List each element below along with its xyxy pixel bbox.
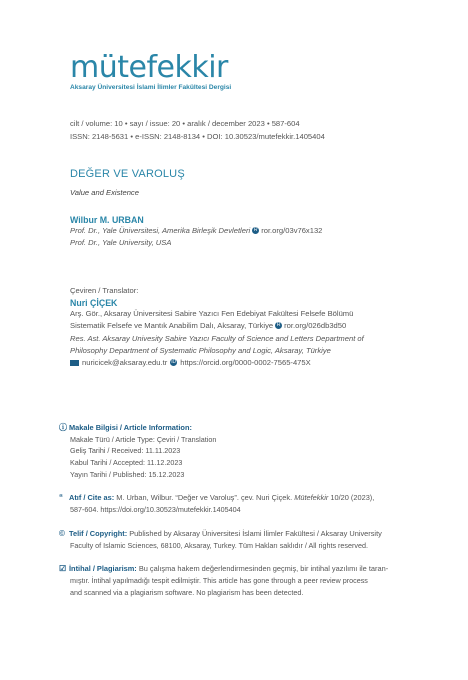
publication-meta — [70, 118, 400, 143]
journal-subtitle: Aksaray Üniversitesi İslami İlimler Fakültesi Dergisi — [70, 84, 232, 91]
document-check-icon: ☑ — [59, 564, 67, 574]
author-affiliation-tr — [70, 225, 400, 237]
citation-line-1 — [59, 492, 400, 504]
volume-line: cilt / volume: 10 • sayı / issue: 20 • aralık / december 2023 • 587-604 — [70, 119, 300, 128]
ror-icon: R — [276, 322, 281, 329]
translator-label: Çeviren / Translator: — [70, 285, 139, 295]
citation-text-b: 10/20 (2023), — [328, 493, 375, 503]
info-icon: ⓘ — [59, 422, 67, 432]
translator-affiliation-tr-1: Arş. Gör., Aksaray Üniversitesi Sabire Yazıcı Fen Edebiyat Fakültesi Felsefe Bölümü — [70, 308, 354, 318]
email-icon — [70, 360, 79, 366]
copyright-icon: © — [59, 528, 65, 538]
copyright-text-2: Faculty of Islamic Sciences, 68100, Aksaray, Turkey. Tüm Hakları saklıdır / All rights reserved. — [70, 540, 368, 550]
article-info-heading — [59, 422, 400, 434]
published-date: Yayın Tarihi / Published: 15.12.2023 — [70, 469, 185, 479]
accepted-date: Kabul Tarihi / Accepted: 11.12.2023 — [70, 458, 183, 468]
plagiarism-block — [59, 563, 400, 598]
copyright-block — [59, 528, 400, 552]
ror-icon: R — [253, 227, 258, 233]
translator-affiliation-tr-2-text: Sistematik Felsefe ve Mantık Anabilim Dalı, Aksaray, Türkiye — [70, 321, 274, 331]
citation-text-a: M. Urban, Wilbur. “Değer ve Varoluş”. çev. Nuri Çiçek. — [114, 493, 295, 503]
citation-label: Atıf / Cite as: — [69, 493, 115, 503]
author-affiliation-en: Prof. Dr., Yale University, USA — [70, 238, 172, 248]
translator-ror-link[interactable]: ror.org/026db3d50 — [284, 321, 347, 331]
translator-affiliation-tr-2 — [70, 320, 400, 332]
translator-affiliation-en-1: Res. Ast. Aksaray Univesity Sabire Yazıcı Faculty of Science and Letters Department of — [70, 333, 364, 343]
translator-contact — [70, 357, 400, 369]
received-date: Geliş Tarihi / Received: 11.11.2023 — [70, 446, 181, 456]
quote-icon: “ — [59, 493, 63, 503]
translator-email-link[interactable]: nuricicek@aksaray.edu.tr — [82, 358, 168, 368]
plagiarism-text-2: mıştır. İntihal yapılmadığı tespit edilmiştir. This article has gone through a peer review process — [70, 576, 368, 586]
author-affiliation-tr-text: Prof. Dr., Yale Üniversitesi, Amerika Birleşik Devletleri — [70, 226, 251, 235]
orcid-icon: iD — [171, 359, 177, 366]
translator-orcid-link[interactable]: https://orcid.org/0000-0002-7565-475X — [180, 358, 311, 368]
article-title: DEĞER VE VAROLUŞ — [70, 168, 185, 180]
author-ror-link[interactable]: ror.org/03v76x132 — [261, 226, 323, 235]
article-info-heading-text: Makale Bilgisi / Article Information: — [69, 422, 192, 432]
article-cover-page — [59, 50, 400, 611]
copyright-label: Telif / Copyright: — [69, 528, 128, 538]
copyright-line-1 — [59, 528, 400, 540]
copyright-text-1: Published by Aksaray Üniversitesi İslami İlimler Fakültesi / Aksaray University — [127, 528, 382, 538]
translator-name: Nuri ÇİÇEK — [70, 297, 118, 308]
plagiarism-label: İntihal / Plagiarism: — [69, 564, 137, 574]
plagiarism-line-1 — [59, 563, 400, 575]
citation-block — [59, 492, 400, 516]
journal-logo: mütefekkir — [70, 50, 228, 85]
citation-doi-link[interactable]: 587-604. https://doi.org/10.30523/mutefekkir.1405404 — [70, 505, 241, 515]
article-information-block — [59, 422, 400, 480]
article-info-section — [59, 422, 400, 599]
issn-doi-line: ISSN: 2148-5631 • e-ISSN: 2148-8134 • DOI: 10.30523/mutefekkir.1405404 — [70, 131, 325, 141]
plagiarism-text-3: and scanned via a plagiarism software. No plagiarism has been detected. — [70, 588, 304, 597]
article-title-en: Value and Existence — [70, 188, 139, 197]
plagiarism-text-1: Bu çalışma hakem değerlendirmesinden geçmiş, bir intihal yazılımı ile taran- — [136, 564, 389, 574]
citation-journal: Mütefekkir — [294, 493, 329, 503]
author-name: Wilbur M. URBAN — [70, 215, 144, 225]
article-type: Makale Türü / Article Type: Çeviri / Translation — [70, 434, 217, 444]
translator-affiliation-en-2: Philosophy Department of Systematic Philosophy and Logic, Aksaray, Türkiye — [70, 346, 331, 356]
